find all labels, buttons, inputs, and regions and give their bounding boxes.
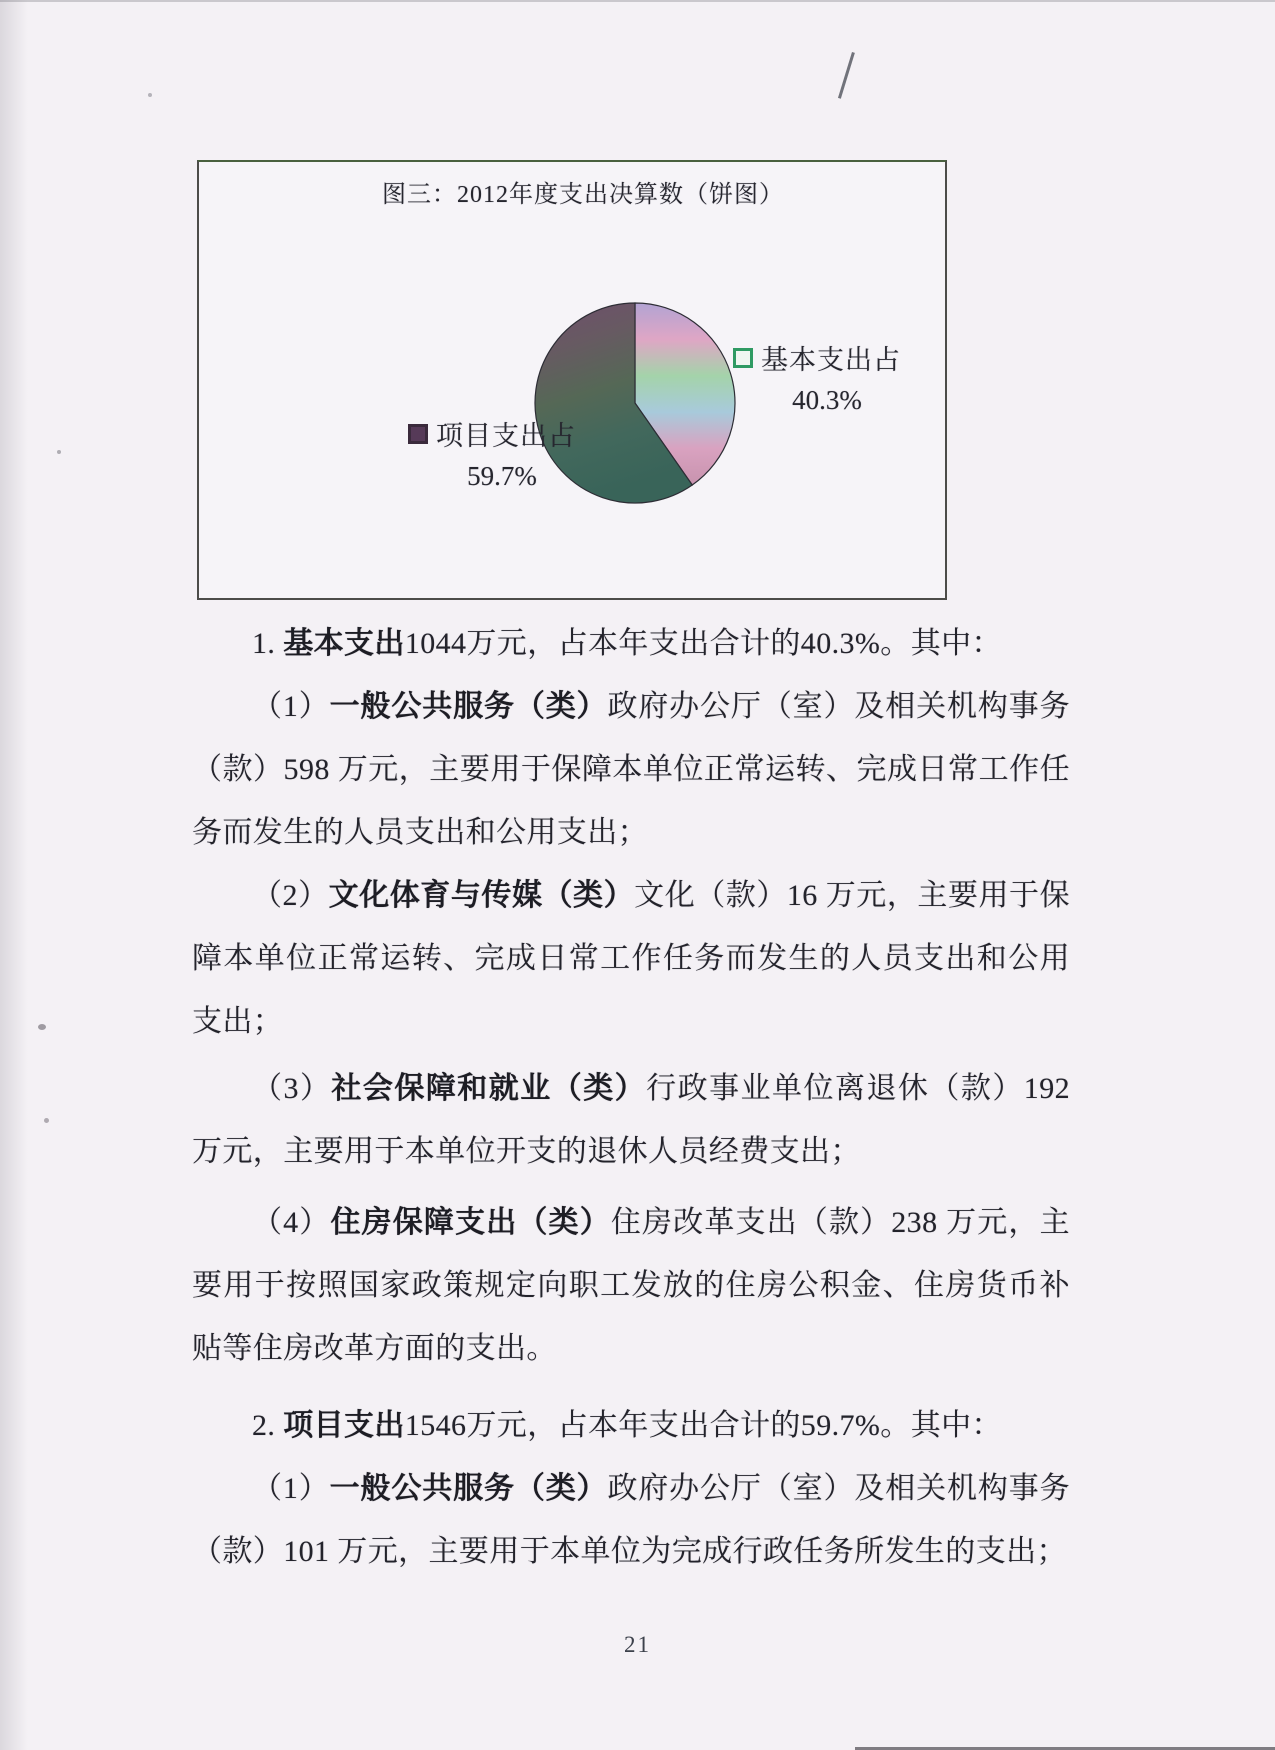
text-run-bold: 社会保障和就业（类） [331,1072,647,1105]
legend-value: 40.3% [792,385,862,415]
text-run-bold: 一般公共服务（类） [329,690,608,723]
text-run: （2） [252,879,329,912]
filled-square-icon [408,424,428,444]
paragraph [192,1457,1070,1583]
text-run-bold: 住房保障支出（类） [330,1206,611,1239]
legend-basic-expenditure [733,338,901,416]
text-run: 1546万元，占本年支出合计的59.7%。其中： [404,1409,1002,1442]
scan-artifact-slash [838,52,854,99]
paragraph [192,1057,1070,1183]
text-run: 2. [252,1409,284,1442]
text-run-bold: 基本支出 [283,627,405,660]
text-run: 行政事业单位离退休（款）192万元，主要用于本单位开支的退休人员经费支出； [192,1072,1071,1168]
text-run: 政府办公厅（室）及相关机构事务（款）101 万元，主要用于本单位为完成行政任务所发生的支出； [192,1472,1070,1568]
scan-artifact-smudge [44,1118,49,1123]
text-run: 政府办公厅（室）及相关机构事务（款）598 万元，主要用于保障本单位正常运转、完成日常工作任务而发生的人员支出和公用支出； [192,690,1070,849]
text-run-bold: 文化体育与传媒（类） [328,879,635,912]
text-run: 1044万元，占本年支出合计的40.3%。其中： [404,627,1002,660]
text-run: 1. [252,627,284,660]
body-text [192,612,1070,1583]
paragraph [192,1191,1070,1380]
page-number: 21 [624,1632,651,1657]
text-run: （1） [252,690,330,723]
paragraph [192,675,1070,864]
text-run: （3） [252,1072,332,1105]
text-run: 文化（款）16 万元，主要用于保障本单位正常运转、完成日常工作任务而发生的人员支出和公用支出； [192,879,1071,1038]
legend-row [733,338,901,377]
legend-row [408,414,576,453]
text-run: （4） [252,1206,331,1239]
scan-artifact-dot [148,93,152,97]
open-square-icon [733,348,753,368]
scan-artifact-smudge [38,1024,46,1030]
scan-artifact-dot [57,450,61,454]
text-run-bold: 一般公共服务（类） [329,1472,608,1505]
legend-project-expenditure [408,414,576,492]
scan-edge-left-shadow [0,0,28,1750]
scan-edge-top [0,0,1275,2]
legend-value: 59.7% [467,461,537,491]
text-run: （1） [252,1472,330,1505]
figure-title: 图三：2012年度支出决算数（饼图） [382,182,784,208]
paragraph [192,864,1070,1053]
text-run: 住房改革支出（款）238 万元，主要用于按照国家政策规定向职工发放的住房公积金、住房货币补贴等住房改革方面的支出。 [192,1206,1070,1365]
figure-box [197,160,947,600]
legend-label: 项目支出占 [436,421,576,451]
legend-label: 基本支出占 [761,345,901,375]
paragraph [192,612,1070,675]
paragraph [192,1394,1070,1457]
text-run-bold: 项目支出 [283,1409,405,1442]
